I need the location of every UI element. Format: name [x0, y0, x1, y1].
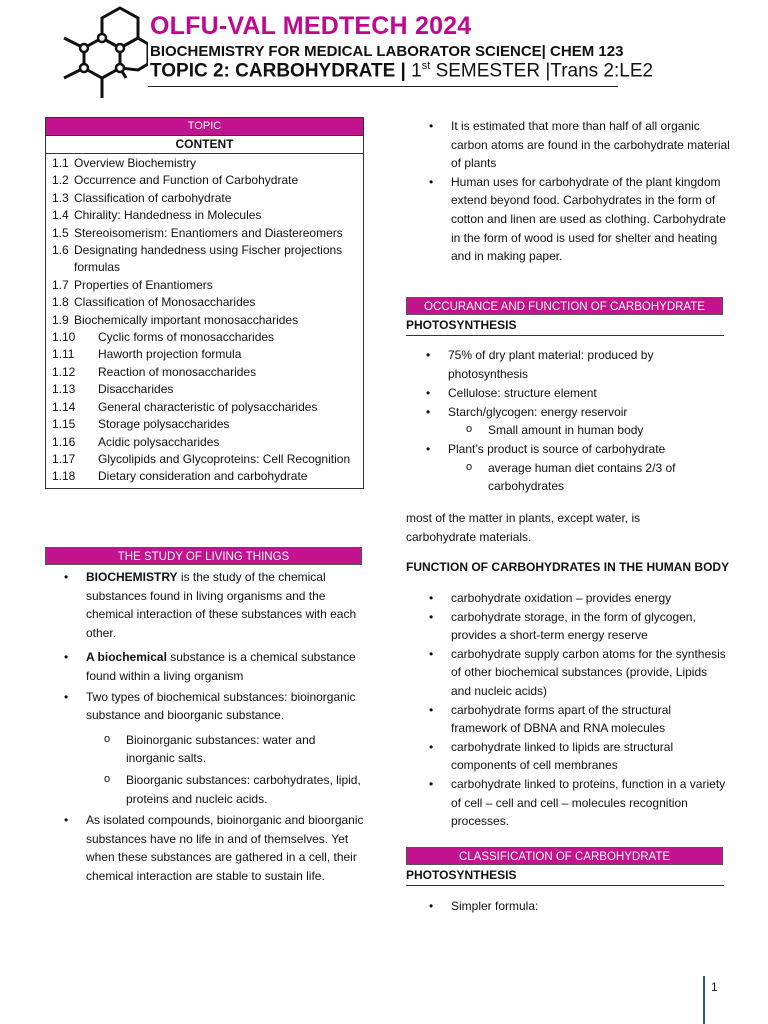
topic-number: 1.8 — [52, 295, 69, 310]
topic-number: 1.3 — [52, 190, 69, 205]
semester-ordinal: st — [421, 60, 431, 72]
topic-text: Overview Biochemistry — [74, 156, 197, 170]
sub-list-item: o Small amount in human body — [422, 421, 727, 440]
topic-number: 1.1 — [52, 156, 69, 170]
subhead-rule — [406, 885, 724, 886]
list-item: • carbohydrate forms apart of the structural framework of DBNA and RNA molecules — [425, 701, 730, 738]
topic-number: 1.6 — [52, 243, 69, 258]
topic-table — [45, 117, 364, 489]
hexagon-molecule-logo-icon — [62, 4, 148, 100]
list-item: • Plant’s product is source of carbohydrate — [422, 440, 727, 459]
sub-list-item: o average human diet contains 2/3 of carbohydrates — [422, 459, 727, 496]
subhead-rule — [406, 335, 724, 336]
topic-row — [52, 225, 357, 242]
list-item: • carbohydrate linked to proteins, function in a variety of cell – cell and cell – molecules recognition processes. — [425, 775, 730, 831]
topic-text: Biochemically important monosaccharides — [74, 312, 299, 327]
topic-row — [52, 329, 357, 346]
topic-text: Acidic polysaccharides — [98, 434, 220, 449]
topic-table-subheader: CONTENT — [46, 136, 363, 154]
sub-list-item: o Bioinorganic substances: water and inorganic salts. — [60, 731, 365, 768]
topic-text: Cyclic forms of monosaccharides — [98, 330, 275, 345]
biochemistry-term: BIOCHEMISTRY — [86, 570, 178, 584]
header-divider — [148, 86, 618, 87]
list-item: • Human uses for carbohydrate of the plant kingdom extend beyond food. Carbohydrates in the form of cotton and linen are used as clothing. Carbohydrate in the form of wood is used for shelter and heating and in making paper. — [425, 173, 730, 266]
topic-row — [52, 172, 357, 189]
list-item: • 75% of dry plant material: produced by photosynthesis — [422, 346, 727, 383]
semester-trans: SEMESTER |Trans 2:LE2 — [435, 60, 654, 82]
topic-text: Haworth projection formula — [98, 347, 242, 362]
page-number-bar — [703, 976, 705, 1024]
classification-list — [425, 897, 730, 916]
function-list — [425, 589, 730, 831]
topic-list — [46, 154, 363, 488]
semester-number: 1 — [411, 60, 422, 82]
photosynthesis-subhead: PHOTOSYNTHESIS — [406, 318, 517, 332]
topic-number: 1.16 — [52, 434, 76, 449]
topic-text: Stereoisomerism: Enantiomers and Diastereomers — [74, 225, 343, 240]
list-item: • carbohydrate linked to lipids are structural components of cell membranes — [425, 738, 730, 775]
topic-text: Classification of Monosaccharides — [74, 295, 256, 310]
topic-text: Dietary consideration and carbohydrate — [98, 469, 308, 484]
topic-row — [52, 399, 357, 416]
list-item: • Two types of biochemical substances: bioinorganic substance and bioorganic substance. — [60, 688, 365, 725]
topic-number: 1.7 — [52, 277, 69, 292]
topic-line — [150, 60, 653, 82]
sub-list-item: o Bioorganic substances: carbohydrates, lipid, proteins and nucleic acids. — [60, 771, 365, 808]
topic-row — [52, 155, 357, 172]
topic-number: 1.14 — [52, 399, 76, 414]
classification-section-band: CLASSIFICATION OF CARBOHYDRATE — [406, 847, 723, 865]
list-item: • carbohydrate supply carbon atoms for the synthesis of other biochemical substances (provide, Lipids and nucleic acids) — [425, 645, 730, 701]
biochemistry-definition: is the study of the chemical substances found in living organisms and the chemical interaction of these substances with each other. — [86, 570, 357, 640]
topic-row — [52, 277, 357, 294]
list-item — [60, 648, 365, 685]
topic-row — [52, 207, 357, 224]
topic-number: 1.17 — [52, 451, 76, 466]
topic-row — [52, 451, 357, 468]
photosynthesis-list — [422, 346, 727, 496]
plants-list — [425, 117, 730, 266]
topic-row — [52, 434, 357, 451]
topic-text: Designating handedness using Fischer projections formulas — [74, 243, 343, 275]
topic-row — [52, 242, 357, 277]
document-title: OLFU-VAL MEDTECH 2024 — [150, 12, 472, 40]
topic-table-header: TOPIC — [46, 118, 363, 136]
topic-row — [52, 190, 357, 207]
topic-text: General characteristic of polysaccharides — [98, 399, 318, 414]
topic-number: 1.4 — [52, 208, 69, 223]
list-item: • As isolated compounds, bioinorganic and bioorganic substances have no life in and of themselves. Yet when these substances are gathered in a cell, their chemical interaction are stable to sustain life. — [60, 811, 365, 885]
topic-number: 1.12 — [52, 364, 76, 379]
study-list — [60, 568, 365, 886]
course-subtitle: BIOCHEMISTRY FOR MEDICAL LABORATOR SCIENCE| CHEM 123 — [150, 43, 624, 60]
topic-row — [52, 416, 357, 433]
plants-paragraph: most of the matter in plants, except water, is carbohydrate materials. — [406, 511, 641, 544]
topic-row — [52, 294, 357, 311]
topic-label: TOPIC 2: CARBOHYDRATE | — [150, 60, 406, 82]
topic-number: 1.9 — [52, 312, 69, 327]
topic-text: Properties of Enantiomers — [74, 277, 213, 292]
list-item: • carbohydrate oxidation – provides energy — [425, 589, 730, 608]
topic-text: Chirality: Handedness in Molecules — [74, 208, 262, 223]
list-item: • Simpler formula: — [425, 897, 730, 916]
topic-row — [52, 364, 357, 381]
topic-number: 1.10 — [52, 330, 76, 345]
topic-number: 1.2 — [52, 173, 69, 188]
list-item: • Starch/glycogen: energy reservoir — [422, 403, 727, 422]
topic-number: 1.15 — [52, 417, 76, 432]
list-item: • It is estimated that more than half of all organic carbon atoms are found in the carbohydrate material of plants — [425, 117, 730, 173]
biochemical-definition: substance is a chemical substance found within a living organism — [86, 650, 356, 683]
occurrence-section-band: OCCURANCE AND FUNCTION OF CARBOHYDRATE — [406, 297, 723, 315]
topic-text: Occurrence and Function of Carbohydrate — [74, 173, 299, 188]
biochemical-term: A biochemical — [86, 650, 167, 665]
classification-subhead: PHOTOSYNTHESIS — [406, 868, 517, 882]
topic-number: 1.5 — [52, 225, 69, 240]
topic-row — [52, 468, 357, 485]
list-item: • Cellulose: structure element — [422, 384, 727, 403]
topic-row — [52, 346, 357, 363]
topic-number: 1.18 — [52, 469, 76, 484]
topic-text: Reaction of monosaccharides — [98, 364, 257, 379]
topic-row — [52, 381, 357, 398]
topic-text: Disaccharides — [98, 382, 174, 397]
topic-text: Glycolipids and Glycoproteins: Cell Recognition — [98, 451, 351, 466]
list-item — [60, 568, 365, 642]
study-section-band: THE STUDY OF LIVING THINGS — [45, 547, 362, 565]
function-subhead: FUNCTION OF CARBOHYDRATES IN THE HUMAN BODY — [406, 560, 730, 574]
topic-text: Storage polysaccharides — [98, 417, 230, 432]
topic-row — [52, 312, 357, 329]
topic-number: 1.13 — [52, 382, 76, 397]
topic-number: 1.11 — [52, 347, 75, 362]
page-number: 1 — [711, 980, 718, 994]
topic-text: Classification of carbohydrate — [74, 190, 232, 205]
list-item: • carbohydrate storage, in the form of glycogen, provides a short-term energy reserve — [425, 608, 730, 645]
